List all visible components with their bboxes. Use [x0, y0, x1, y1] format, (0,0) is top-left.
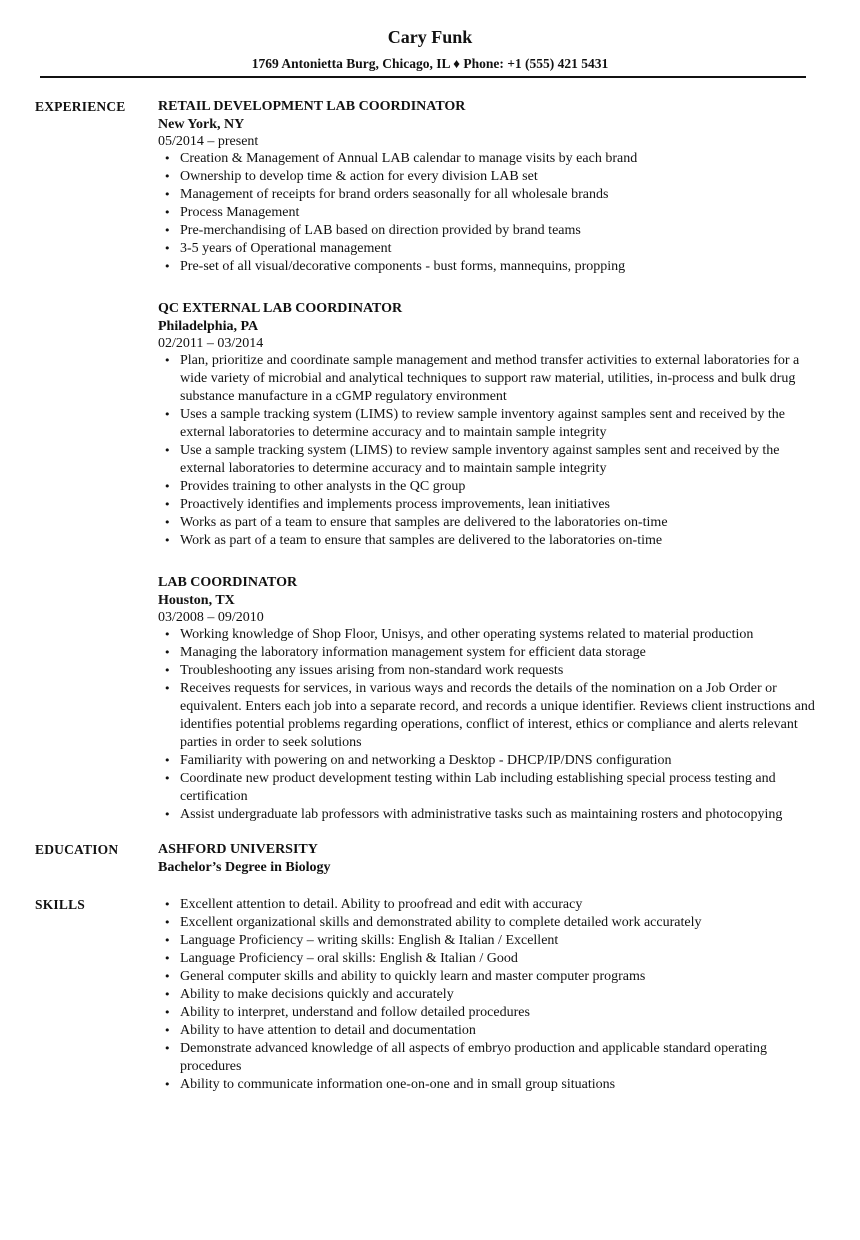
- job-bullet: • Pre-merchandising of LAB based on direction provided by brand teams: [158, 222, 818, 240]
- job-bullet: • Management of receipts for brand orders seasonally for all wholesale brands: [158, 186, 818, 204]
- job-bullet: • Work as part of a team to ensure that samples are delivered to the laboratories on-time: [158, 532, 818, 550]
- skill-item: • Excellent organizational skills and demonstrated ability to complete detailed work accurately: [158, 914, 818, 932]
- job-location: Philadelphia, PA: [158, 319, 259, 334]
- skill-item: • Demonstrate advanced knowledge of all aspects of embryo production and applicable standard operating procedures: [158, 1040, 818, 1076]
- job-bullet: • Ownership to develop time & action for every division LAB set: [158, 168, 818, 186]
- job-dates: 05/2014 – present: [158, 134, 259, 149]
- job-bullet: • Familiarity with powering on and networking a Desktop - DHCP/IP/DNS configuration: [158, 752, 818, 770]
- job-bullet: • Uses a sample tracking system (LIMS) to review sample inventory against samples sent and received by the external laboratories to determine accuracy and to maintain sample integrity: [158, 406, 818, 442]
- candidate-name: Cary Funk: [387, 27, 473, 47]
- job-bullet: • Coordinate new product development testing within Lab including establishing special process testing and certification: [158, 770, 818, 806]
- education-heading: EDUCATION: [35, 842, 119, 857]
- job-bullet: • Troubleshooting any issues arising from non-standard work requests: [158, 662, 818, 680]
- skill-item: • Ability to communicate information one-on-one and in small group situations: [158, 1076, 818, 1094]
- skills-list: [158, 896, 818, 1094]
- skills-section: [0, 896, 860, 1094]
- job-bullet: • Works as part of a team to ensure that samples are delivered to the laboratories on-time: [158, 514, 818, 532]
- job-bullets: [158, 150, 818, 276]
- job-entry: [158, 574, 818, 824]
- job-bullet: • Receives requests for services, in various ways and records the details of the nomination on a Job Order or equivalent. Enters each job into a separate record, and records a unique identifier. Reviews client instructions and identifies potential problems regarding operations, conflict of interest, ethics or compliance and alerts relevant parties in order to seek solutions: [158, 680, 818, 752]
- skill-item: • General computer skills and ability to quickly learn and master computer programs: [158, 968, 818, 986]
- job-entry: [158, 300, 818, 550]
- skill-item: • Language Proficiency – writing skills: English & Italian / Excellent: [158, 932, 818, 950]
- skill-item: • Excellent attention to detail. Ability to proofread and edit with accuracy: [158, 896, 818, 914]
- skill-item: • Ability to make decisions quickly and accurately: [158, 986, 818, 1004]
- skill-item: • Ability to interpret, understand and follow detailed procedures: [158, 1004, 818, 1022]
- job-bullet: • Assist undergraduate lab professors with administrative tasks such as maintaining rosters and photocopying: [158, 806, 818, 824]
- skills-heading: SKILLS: [35, 897, 85, 912]
- school-name: ASHFORD UNIVERSITY: [158, 842, 318, 857]
- resume-header: [0, 0, 860, 73]
- job-title: RETAIL DEVELOPMENT LAB COORDINATOR: [158, 99, 466, 114]
- education-section: [0, 841, 860, 877]
- job-title: QC EXTERNAL LAB COORDINATOR: [158, 301, 403, 316]
- job-bullets: [158, 352, 818, 550]
- skill-item: • Language Proficiency – oral skills: English & Italian / Good: [158, 950, 818, 968]
- job-bullet: • Proactively identifies and implements process improvements, lean initiatives: [158, 496, 818, 514]
- job-entry: [158, 98, 818, 276]
- experience-section: [0, 78, 860, 824]
- job-bullet: • Plan, prioritize and coordinate sample management and method transfer activities to external laboratories for a wide variety of microbial and analytical techniques to support raw material, utilities, in-process and bulk drug substance manufacture in a cGMP regulatory environment: [158, 352, 818, 406]
- experience-heading: EXPERIENCE: [35, 99, 126, 114]
- degree: Bachelor’s Degree in Biology: [158, 860, 331, 875]
- skill-item: • Ability to have attention to detail and documentation: [158, 1022, 818, 1040]
- job-bullets: [158, 626, 818, 824]
- job-bullet: • Process Management: [158, 204, 818, 222]
- job-bullet: • Working knowledge of Shop Floor, Unisys, and other operating systems related to material production: [158, 626, 818, 644]
- job-bullet: • 3-5 years of Operational management: [158, 240, 818, 258]
- job-bullet: • Provides training to other analysts in the QC group: [158, 478, 818, 496]
- job-title: LAB COORDINATOR: [158, 575, 298, 590]
- job-dates: 02/2011 – 03/2014: [158, 336, 264, 351]
- job-bullet: • Pre-set of all visual/decorative components - bust forms, mannequins, propping: [158, 258, 818, 276]
- job-bullet: • Managing the laboratory information management system for efficient data storage: [158, 644, 818, 662]
- job-bullet: • Creation & Management of Annual LAB calendar to manage visits by each brand: [158, 150, 818, 168]
- job-location: Houston, TX: [158, 593, 235, 608]
- job-bullet: • Use a sample tracking system (LIMS) to review sample inventory against samples sent and received by the external laboratories to determine accuracy and to maintain sample integrity: [158, 442, 818, 478]
- job-location: New York, NY: [158, 117, 245, 132]
- contact-line: 1769 Antonietta Burg, Chicago, IL ♦ Phone: +1 (555) 421 5431: [251, 56, 609, 71]
- job-dates: 03/2008 – 09/2010: [158, 610, 264, 625]
